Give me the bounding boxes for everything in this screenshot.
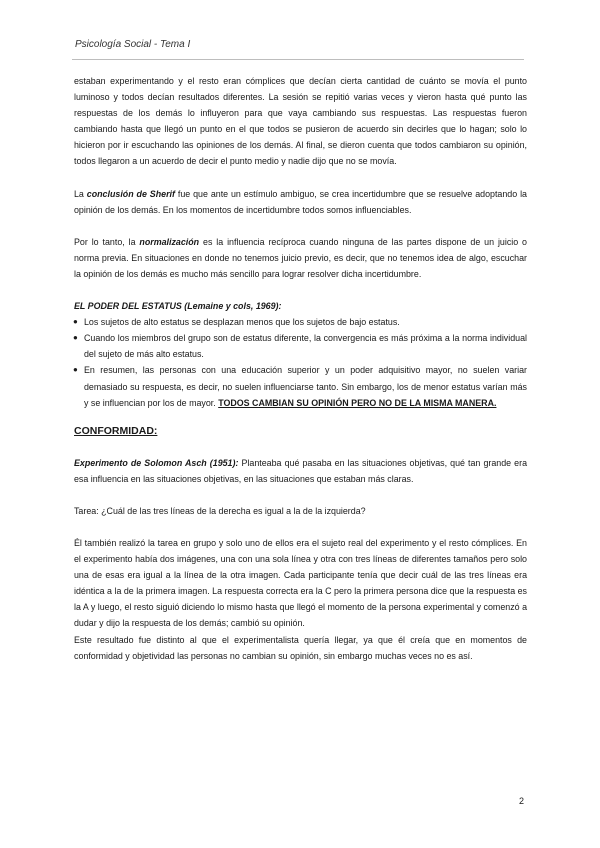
status-heading: EL PODER DEL ESTATUS (Lemaine y cols, 1969): [74, 301, 282, 312]
document-body [74, 73, 527, 664]
page-number: 2 [519, 796, 525, 806]
list-item: ● Los sujetos de alto estatus se desplazan menos que los sujetos de bajo estatus. [74, 314, 527, 330]
emphasis-all-change: TODOS CAMBIAN SU OPINIÓN PERO NO DE LA MISMA MANERA. [218, 397, 497, 408]
running-header: Psicología Social - Tema I [75, 39, 191, 50]
term-normalization: normalización [139, 236, 200, 247]
section-heading-conformity: CONFORMIDAD: [74, 424, 158, 437]
status-bullet-list [74, 314, 527, 411]
list-item: ● En resumen, las personas con una educación superior y un poder adquisitivo mayor, no suelen variar demasiado su respuesta, es decir, no suelen influenciarse tanto. Sin embargo, los de menor estatus varían más y se influencian por los de mayor. TODOS CAMBIAN SU OPINIÓN PERO NO DE LA MISMA MANERA. [74, 362, 527, 410]
term-sherif-conclusion: conclusión de Sherif [86, 188, 175, 199]
bullet-icon: ● [73, 333, 78, 343]
bullet-icon: ● [73, 317, 78, 327]
paragraph-normalization: Por lo tanto, la normalización es la influencia recíproca cuando ninguna de las partes dispone de un juicio o norma previa. En situaciones en donde no tenemos juicio previo, es decir, que no tenemos idea de algo, escuchar la opinión de los demás es mucho más sencillo para lograr resolver dicha incertidumbre. [74, 236, 527, 279]
list-item: ● Cuando los miembros del grupo son de estatus diferente, la convergencia es más próxima a la norma individual del sujeto de más alto estatus. [74, 330, 527, 362]
paragraph-asch: Experimento de Solomon Asch (1951): Planteaba qué pasaba en las situaciones objetivas, qué tan grande era esa influencia en las situaciones objetivas, en las situaciones que estaban más claras. [74, 457, 528, 484]
header-divider [72, 59, 524, 60]
paragraph-asch-result: Este resultado fue distinto al que el experimentalista quería llegar, ya que él creía que en momentos de conformidad y objetividad las personas no cambian su opinión, sin embargo muchas veces no es así. [74, 634, 527, 661]
paragraph-task: Tarea: ¿Cuál de las tres líneas de la derecha es igual a la de la izquierda? [74, 505, 366, 516]
paragraph-asch-description: Él también realizó la tarea en grupo y solo uno de ellos era el sujeto real del experimento y el resto cómplices. En el experimento había dos imágenes, una con una sola línea y otra con tres líneas de diferentes tamaños pero solo una de esas era igual a la línea de la otra imagen. Cada participante tenía que decir cuál de las tres líneas era idéntica a la de la primera imagen. La respuesta correcta era la C pero la primera persona dice que la respuesta es la A y luego, el resto siguió diciendo lo mismo hasta que llegó el momento de la persona experimental y comenzó a dudar y dijo la respuesta de los demás; cambió su opinión. [74, 537, 527, 629]
bullet-icon: ● [73, 365, 78, 375]
paragraph-sherif-conclusion: La conclusión de Sherif fue que ante un estímulo ambiguo, se crea incertidumbre que se resuelve adoptando la opinión de los demás. En los momentos de incertidumbre todos somos influenciables. [74, 188, 527, 215]
term-asch-experiment: Experimento de Solomon Asch (1951): [74, 457, 239, 468]
paragraph-sherif-experiment: estaban experimentando y el resto eran cómplices que decían cierta cantidad de cuánto se movía el punto luminoso y todos decían resultados diferentes. La sesión se repitió varias veces y vieron hasta qué punto las respuestas de los demás lo influyeron para que vaya cambiando sus respuestas. Las respuestas fueron cambiando hasta que llegó un punto en el que todos se pusieron de acuerdo sin decirles que lo hagan; solo lo hicieron por ir escuchando las opiniones de los demás. Al final, se dieron cuenta que todos cambiaron su opinión, todos llegaron a un acuerdo de decir el punto medio y nadie dijo que no se movía. [74, 76, 527, 167]
